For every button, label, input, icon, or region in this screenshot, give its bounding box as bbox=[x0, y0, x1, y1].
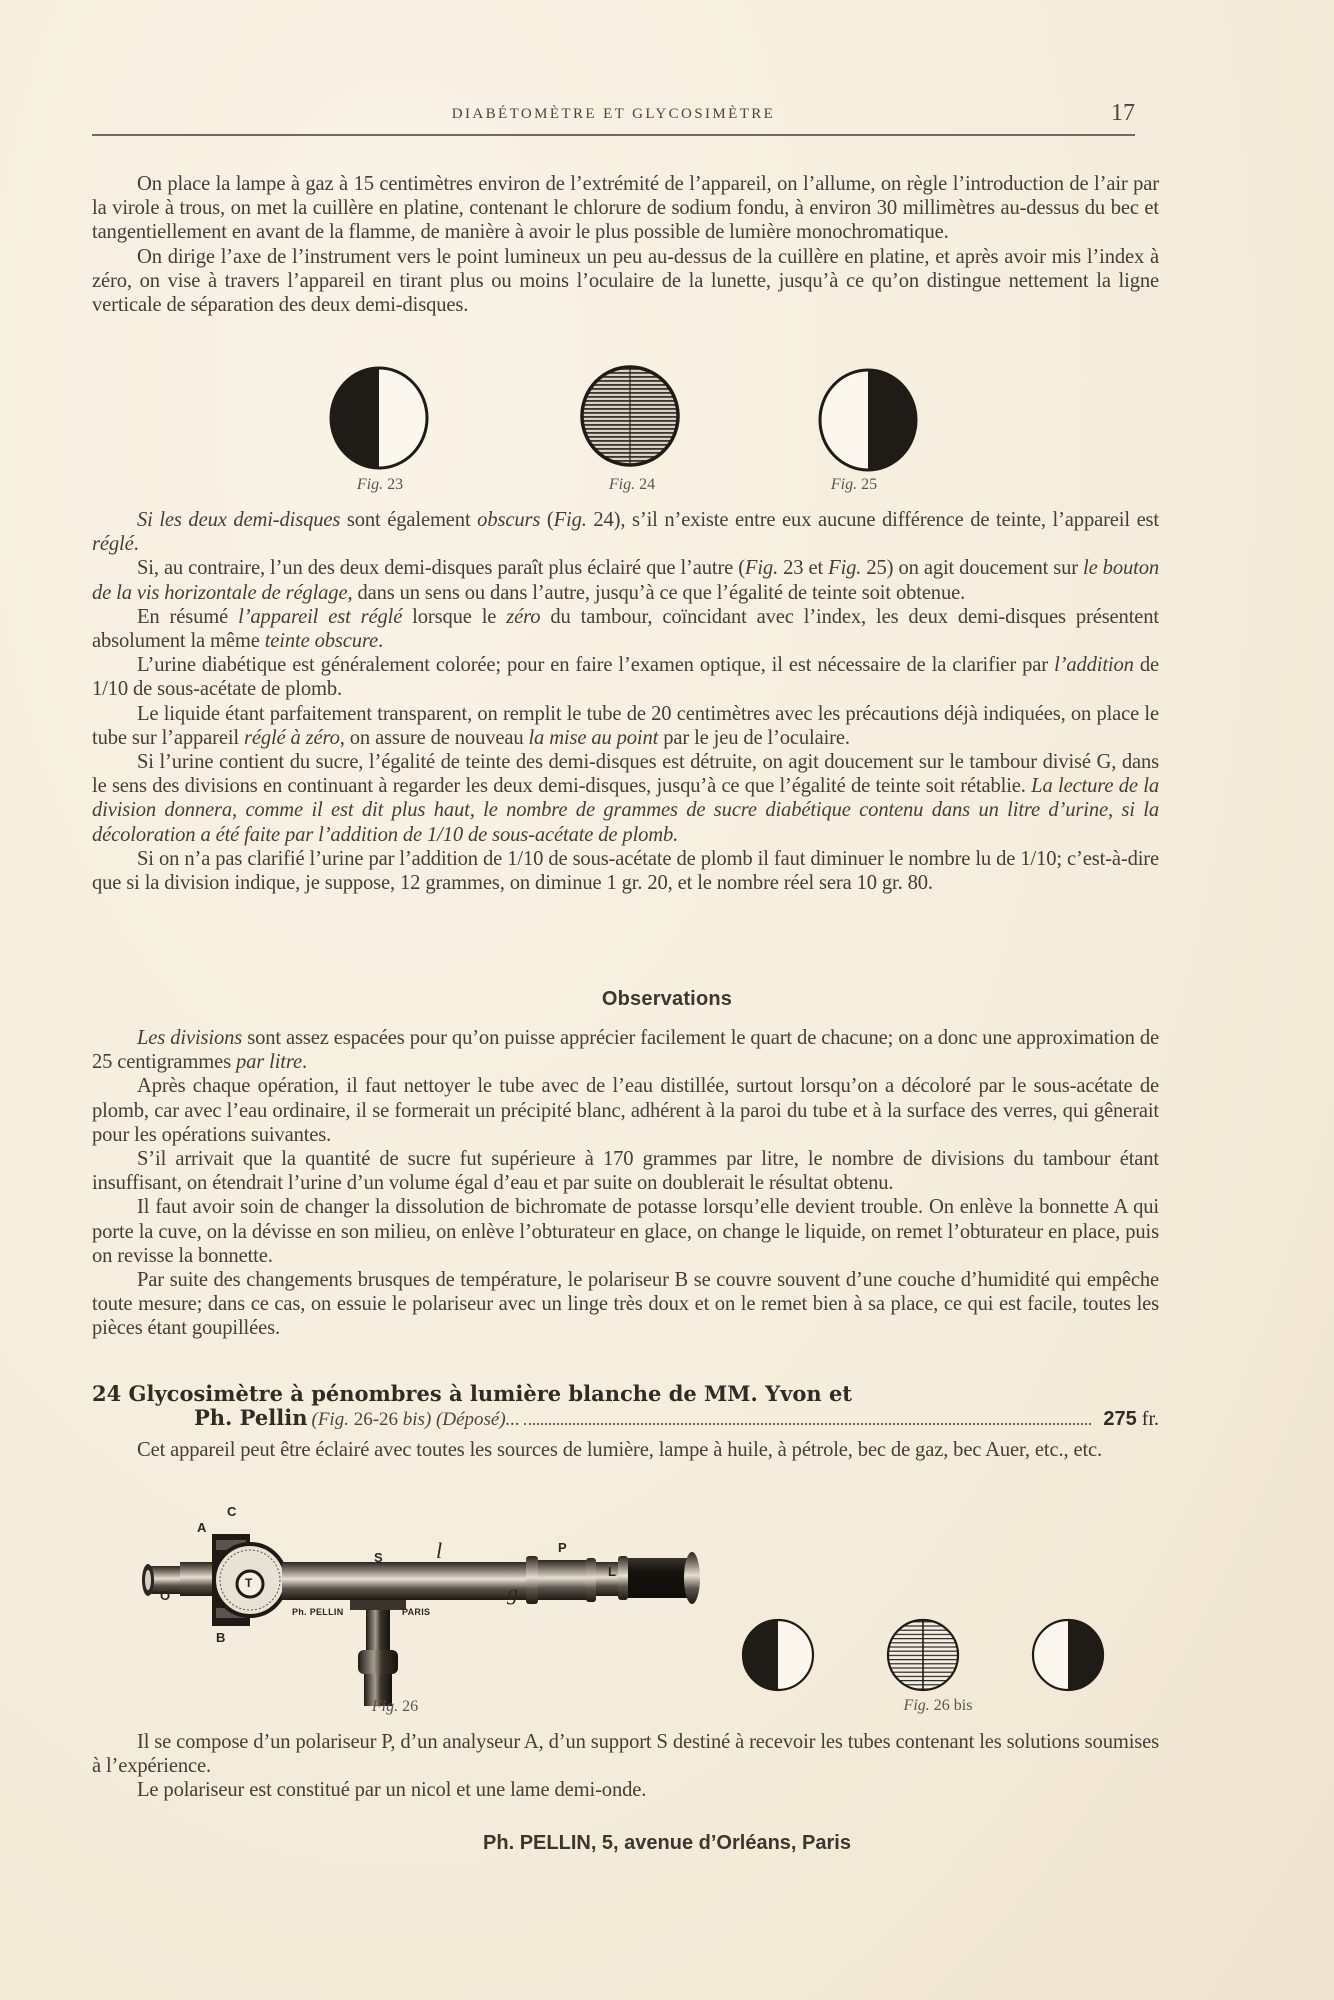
running-header bbox=[92, 96, 1135, 136]
paragraph: Il se compose d’un polariseur P, d’un analyseur A, d’un support S destiné à recevoir les tubes contenant les solutions soumises à l’expérience. bbox=[92, 1731, 1159, 1778]
price: 275 bbox=[1103, 1408, 1137, 1430]
paragraph: On dirige l’axe de l’instrument vers le point lumineux un peu au-dessus de la cuillère en platine, et après avoir mis l’index à zéro, on vise à travers l’appareil en tirant plus ou moins l’oculaire de la lunette, jusqu’à ce qu’on distingue nettement la ligne verticale de séparation des deux demi-disques. bbox=[92, 245, 1159, 317]
emphasis: par litre bbox=[236, 1051, 302, 1074]
publisher-footer: Ph. PELLIN, 5, avenue d’Orléans, Paris bbox=[483, 1832, 851, 1854]
fig-number: 26 bis bbox=[933, 1697, 973, 1714]
text: . bbox=[133, 533, 139, 556]
emphasis: le bouton de la vis horizontale de réglage bbox=[92, 557, 1159, 604]
text: par le jeu de l’oculaire. bbox=[658, 726, 850, 749]
text: lorsque le bbox=[402, 605, 507, 628]
text: 23 et bbox=[778, 557, 829, 580]
engraving-maker: Ph. PELLIN bbox=[292, 1607, 344, 1617]
paragraph bbox=[92, 556, 1159, 604]
fig-label: Fig. bbox=[608, 476, 636, 493]
paragraph bbox=[92, 1026, 1159, 1074]
label-b: B bbox=[216, 1630, 226, 1645]
figure-26bis-disc-middle bbox=[885, 1617, 961, 1693]
figure-reference bbox=[311, 1408, 519, 1432]
fig-number: 26 bbox=[402, 1698, 419, 1715]
text: . bbox=[301, 1051, 307, 1074]
polarimeter-illustration bbox=[130, 1500, 730, 1710]
figure-24-disc bbox=[578, 364, 682, 468]
paragraph bbox=[92, 750, 1159, 847]
text: ( bbox=[540, 509, 554, 531]
text: . bbox=[377, 630, 383, 653]
emphasis: l’addition bbox=[1054, 654, 1134, 677]
product-name-cont: Ph. Pellin bbox=[194, 1405, 308, 1430]
emphasis: Fig. bbox=[744, 557, 779, 580]
observations-title: Observations bbox=[601, 988, 733, 1010]
product-title-line-2 bbox=[92, 1406, 1159, 1432]
fig-number: 25 bbox=[861, 476, 878, 493]
product-number: 24 bbox=[92, 1381, 122, 1406]
emphasis: réglé à zéro bbox=[243, 726, 340, 749]
label-a: A bbox=[197, 1520, 207, 1535]
figure-26-caption bbox=[335, 1698, 455, 1716]
page-number: 17 bbox=[1111, 100, 1135, 126]
paragraph: Le polariseur est constitué par un nicol et une lame demi-onde. bbox=[137, 1779, 647, 1802]
text: L’urine diabétique est généralement colorée; pour en faire l’examen optique, il est nécessaire de la clarifier par bbox=[137, 654, 1055, 677]
emphasis: Si les deux demi-disques bbox=[137, 509, 341, 531]
fig-label: Fig. bbox=[830, 476, 858, 493]
fig-label: Fig. bbox=[371, 1698, 399, 1715]
paragraph: On place la lampe à gaz à 15 centimètres environ de l’extrémité de l’appareil, on l’allume, on règle l’introduction de l’air par la virole à trous, on met la cuillère en platine, contenant le chlorure de sodium fondu, à environ 30 millimètres au-dessus du bec et tangentiellement en avant de la flamme, de manière à avoir le plus possible de lumière monochromatique. bbox=[92, 173, 1159, 244]
observations-text bbox=[92, 1026, 1159, 1341]
emphasis: Les divisions bbox=[137, 1027, 243, 1049]
product-title-line-1 bbox=[92, 1382, 1159, 1406]
emphasis: zéro bbox=[506, 605, 541, 628]
text: de 1/10 de sous-acétate de plomb. bbox=[92, 654, 1159, 701]
product-name: Glycosimètre à pénombres à lumière blanche de MM. Yvon et bbox=[128, 1381, 853, 1406]
product-entry-heading bbox=[92, 1382, 1159, 1432]
emphasis: obscurs bbox=[477, 509, 541, 531]
deposited-mark: (Déposé)... bbox=[436, 1409, 520, 1430]
leader-dots bbox=[524, 1423, 1091, 1425]
text: Si l’urine contient du sucre, l’égalité de teinte des demi-disques est détruite, on agit doucement sur le tambour divisé G, dans le sens des divisions en continuant à regarder les deux demi-disques, jusqu’à ce que l’égalité de teinte soit rétablie. bbox=[92, 751, 1159, 798]
closing-text bbox=[92, 1730, 1159, 1803]
figure-26-bis bbox=[730, 1615, 1150, 1725]
fig-label: Fig. bbox=[356, 476, 384, 493]
intro-text bbox=[92, 172, 1159, 317]
text: sont assez espacées pour qu’on puisse apprécier facilement le quart de chacune; on a donc une approximation de 25 centigrammes bbox=[92, 1027, 1160, 1074]
figure-26 bbox=[130, 1500, 730, 1730]
text: 26-26 bbox=[348, 1409, 403, 1430]
price-unit: fr. bbox=[1141, 1408, 1159, 1430]
figure-25-caption bbox=[794, 476, 914, 494]
text: ) bbox=[424, 1409, 432, 1430]
text: , dans un sens ou dans l’autre, jusqu’à ce que l’égalité de teinte soit obtenue. bbox=[347, 581, 966, 604]
text: Si, au contraire, l’un des deux demi-disques paraît plus éclairé que l’autre ( bbox=[137, 557, 745, 580]
paragraph bbox=[92, 605, 1159, 653]
label-g: g bbox=[507, 1580, 518, 1605]
adjustment-text bbox=[92, 508, 1159, 895]
text: , on assure de nouveau bbox=[339, 726, 529, 749]
label-s: S bbox=[374, 1550, 383, 1565]
paragraph bbox=[92, 702, 1159, 750]
emphasis: réglé bbox=[92, 533, 134, 556]
label-l: l bbox=[436, 1538, 443, 1563]
emphasis: Fig. bbox=[553, 509, 587, 531]
figure-23-caption bbox=[320, 476, 440, 494]
paragraph: Il faut avoir soin de changer la dissolution de bichromate de potasse lorsqu’elle devient trouble. On enlève la bonnette A qui porte la cuve, on la dévisse en son milieu, on enlève l’obturateur en glace, on change le liquide, on remet l’obturateur en place, puis on revisse la bonnette. bbox=[92, 1196, 1159, 1267]
figure-24-caption bbox=[572, 476, 692, 494]
emphasis: La lecture de la division donnera, comme il est dit plus haut, le nombre de grammes de sucre diabétique contenu dans un litre d’urine, si la décoloration a été faite par l’addition de 1/10 de sous-acétate de plomb. bbox=[92, 775, 1159, 846]
fig-number: 24 bbox=[639, 476, 656, 493]
figure-26bis-disc-right bbox=[1030, 1617, 1106, 1693]
paragraph bbox=[92, 508, 1159, 556]
text: Fig. bbox=[317, 1409, 349, 1430]
product-description bbox=[92, 1438, 1159, 1462]
text: 24), s’il n’existe entre eux aucune différence de teinte, l’appareil est bbox=[586, 509, 1159, 531]
fig-label: Fig. bbox=[903, 1697, 930, 1714]
figure-26bis-caption bbox=[868, 1697, 1008, 1715]
engraving-city: PARIS bbox=[402, 1607, 431, 1617]
paragraph: Par suite des changements brusques de température, le polariseur B se couvre souvent d’une couche d’humidité qui empêche toute mesure; dans ce cas, on essuie le polariseur avec un linge très doux et on le remet bien à sa place, ce qui est facile, toutes les pièces étant goupillées. bbox=[92, 1269, 1159, 1340]
text: Le liquide étant parfaitement transparent, on remplit le tube de 20 centimètres avec les précautions déjà indiquées, on place le tube sur l’appareil bbox=[92, 702, 1159, 749]
label-o: O bbox=[160, 1588, 171, 1603]
text: bis bbox=[402, 1409, 425, 1430]
figure-25-disc bbox=[816, 366, 920, 474]
label-c: C bbox=[227, 1504, 237, 1519]
text: du tambour, coïncidant avec l’index, les deux demi-disques présentent absolument la même bbox=[92, 605, 1159, 653]
paragraph: Si on n’a pas clarifié l’urine par l’addition de 1/10 de sous-acétate de plomb il faut diminuer le nombre lu de 1/10; c’est-à-dire que si la division indique, je suppose, 12 grammes, on diminue 1 gr. 20, et le nombre réel sera 10 gr. 80. bbox=[92, 847, 1159, 895]
text: sont également bbox=[340, 509, 478, 531]
text: En résumé bbox=[137, 605, 239, 628]
label-l-upper: L bbox=[608, 1564, 616, 1579]
label-p: P bbox=[558, 1540, 567, 1555]
emphasis: Fig. bbox=[828, 557, 862, 580]
emphasis: la mise au point bbox=[528, 726, 659, 749]
paragraph: Après chaque opération, il faut nettoyer le tube avec de l’eau distillée, surtout lorsqu’on a décoloré par le sous-acétate de plomb, car avec l’eau ordinaire, il se formerait un précipité blanc, adhérent à la paroi du tube et à la surface des verres, qui gênerait pour les opérations suivantes. bbox=[92, 1075, 1159, 1146]
text: ( bbox=[311, 1409, 318, 1430]
paragraph: S’il arrivait que la quantité de sucre fut supérieure à 170 grammes par litre, le nombre de divisions du tambour étant insuffisant, on étendrait l’urine d’un volume égal d’eau et par suite on doublerait le résultat obtenu. bbox=[92, 1148, 1159, 1195]
running-title: DIABÉTOMÈTRE ET GLYCOSIMÈTRE bbox=[451, 106, 776, 122]
figure-26bis-disc-left bbox=[740, 1617, 816, 1693]
text: 25) on agit doucement sur bbox=[861, 557, 1084, 580]
label-t: T bbox=[245, 1576, 253, 1590]
paragraph bbox=[92, 653, 1159, 701]
fig-number: 23 bbox=[387, 476, 404, 493]
figure-23-disc bbox=[327, 364, 431, 472]
emphasis: l’appareil est réglé bbox=[238, 605, 403, 628]
paragraph: Cet appareil peut être éclairé avec toutes les sources de lumière, lampe à huile, à pétrole, bec de gaz, bec Auer, etc., etc. bbox=[137, 1439, 1103, 1461]
emphasis: teinte obscure bbox=[264, 630, 378, 653]
